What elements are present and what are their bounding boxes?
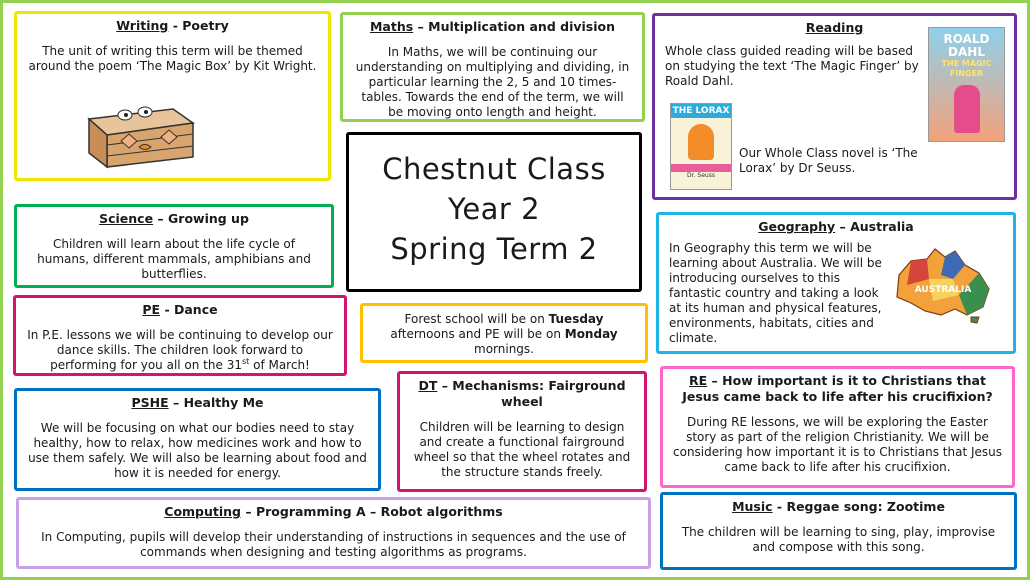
class-name: Chestnut Class xyxy=(382,152,606,186)
geography-body: In Geography this term we will be learning about Australia. We will be introducing ourselves to this fantastic country and taking a look at its human and physical features, environments, habitats, cities and climate. xyxy=(669,241,882,345)
dt-body: Children will be learning to design and create a functional fairground wheel so that the wheel rotates and the structure stands freely. xyxy=(413,420,631,479)
pshe-body: We will be focusing on what our bodies need to stay healthy, how to relax, how medicines work and how to use them safely. We will also be learning about food and how it is needed for energy. xyxy=(28,421,367,480)
re-title: RE – How important is it to Christians that Jesus came back to life after his crucifixion? xyxy=(682,373,993,404)
dt-title: DT – Mechanisms: Fairground wheel xyxy=(418,378,626,409)
lorax-figure xyxy=(688,124,714,160)
geography-title: Geography – Australia xyxy=(758,219,914,234)
pshe-title: PSHE – Healthy Me xyxy=(131,395,264,410)
computing-panel xyxy=(16,497,651,569)
science-title: Science – Growing up xyxy=(99,211,249,226)
reading-panel xyxy=(652,13,1017,200)
writing-title: Writing - Poetry xyxy=(116,18,229,33)
term-name: Spring Term 2 xyxy=(390,232,598,266)
dt-panel xyxy=(397,371,647,492)
pe-body: In P.E. lessons we will be continuing to develop our dance skills. The children look forward to performing for you all on the 31st of March! xyxy=(27,328,333,372)
forest-school-panel xyxy=(360,303,648,363)
pshe-panel xyxy=(14,388,381,491)
lorax-title: THE LORAX xyxy=(672,106,730,116)
geography-panel xyxy=(656,212,1016,354)
forest-school-body: Forest school will be on Tuesday afternoons and PE will be on Monday mornings. xyxy=(390,312,618,356)
re-body: During RE lessons, we will be exploring the Easter story as part of the religion Christianity. We will be considering how important it is to Christians that Jesus came back to life after his crucifixion. xyxy=(673,415,1003,474)
maths-title: Maths – Multiplication and division xyxy=(369,19,615,34)
maths-body: In Maths, we will be continuing our understanding on multiplying and dividing, in particular learning the 2, 5 and 10 times-tables. Towards the end of the term, we will be moving onto length and height. xyxy=(355,45,630,119)
music-body: The children will be learning to sing, play, improvise and compose with this song. xyxy=(681,525,996,554)
magic-finger-title: THE MAGIC FINGER xyxy=(941,59,992,78)
lorax-trees xyxy=(671,164,731,172)
lorax-cover xyxy=(670,103,732,190)
magic-finger-cover xyxy=(928,27,1005,142)
re-panel xyxy=(660,366,1015,488)
music-title: Music - Reggae song: Zootime xyxy=(732,499,945,514)
writing-panel xyxy=(14,11,331,181)
magic-finger-author: ROALD DAHL xyxy=(943,32,990,59)
lorax-author: Dr. Seuss xyxy=(687,172,715,179)
year-group: Year 2 xyxy=(447,192,541,226)
magic-finger-figure xyxy=(954,85,980,133)
maths-panel xyxy=(340,12,645,122)
computing-body: In Computing, pupils will develop their understanding of instructions in sequences and the use of commands when designing and testing algorithms as programs. xyxy=(41,530,626,559)
music-panel xyxy=(660,492,1017,570)
computing-title: Computing – Programming A – Robot algorithms xyxy=(164,504,503,519)
science-body: Children will learn about the life cycle of humans, different mammals, amphibians and butterflies. xyxy=(37,237,311,281)
writing-body: The unit of writing this term will be themed around the poem ‘The Magic Box’ by Kit Wright. xyxy=(28,44,317,73)
class-title-panel xyxy=(346,132,642,292)
pe-title: PE - Dance xyxy=(142,302,218,317)
pe-panel xyxy=(13,295,347,376)
reading-title: Reading xyxy=(805,20,864,35)
australia-map-label: AUSTRALIA xyxy=(914,285,972,295)
reading-body-1: Whole class guided reading will be based on studying the text ‘The Magic Finger’ by Roald Dahl. xyxy=(665,44,919,88)
australia-map-illustration xyxy=(889,245,997,325)
science-panel xyxy=(14,204,334,288)
magic-box-illustration xyxy=(81,101,201,171)
reading-body-2: Our Whole Class novel is ‘The Lorax’ by Dr Seuss. xyxy=(739,146,918,175)
